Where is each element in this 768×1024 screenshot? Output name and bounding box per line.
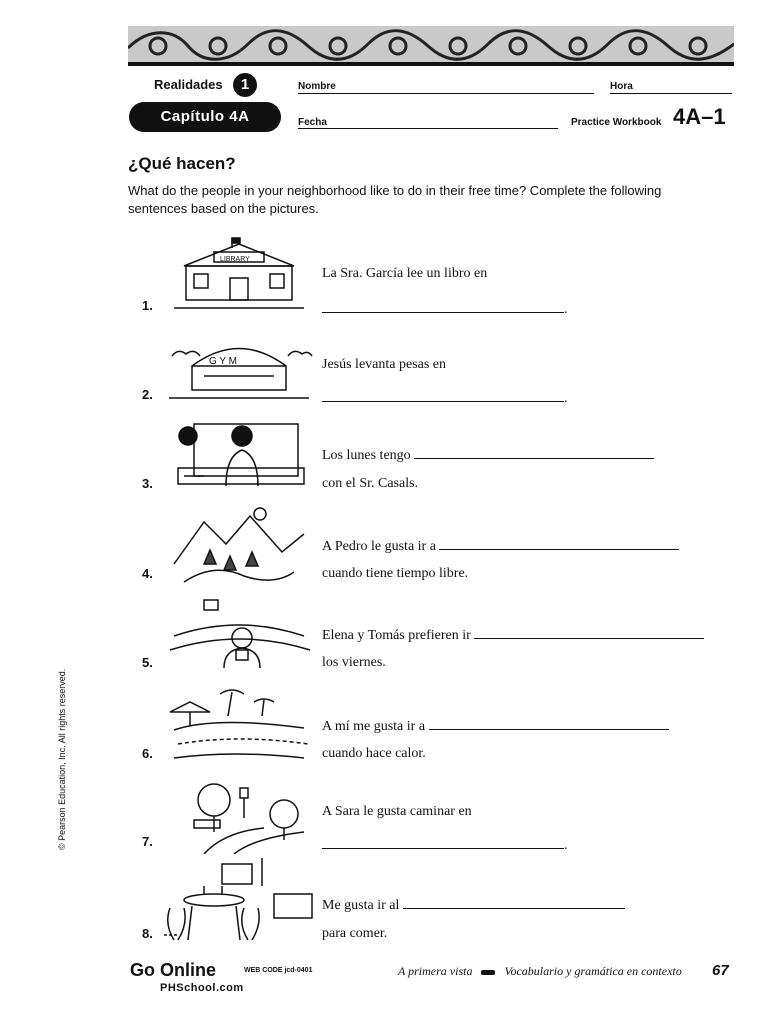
item-7-line-1: A Sara le gusta caminar en	[322, 804, 472, 819]
item-6-line-1: A mí me gusta ir a	[322, 715, 669, 735]
piano-lesson-icon	[164, 416, 314, 498]
fecha-label: Fecha	[298, 117, 327, 128]
item-1-line-1: La Sra. García lee un libro en	[322, 266, 488, 281]
item-5-line-2: los viernes.	[322, 655, 386, 670]
item-number: 3.	[142, 476, 153, 491]
item-number: 4.	[142, 566, 153, 581]
item-number: 1.	[142, 298, 153, 313]
gym-icon	[164, 336, 314, 418]
item-number: 5.	[142, 655, 153, 670]
section-a: A primera vista	[398, 964, 473, 978]
item-5-line-1: Elena y Tomás prefieren ir	[322, 624, 704, 644]
answer-blank[interactable]	[403, 894, 625, 909]
instructions: What do the people in your neighborhood like to do in their free time? Complete the following sentences based on the pictures.	[128, 183, 662, 216]
item-number: 2.	[142, 387, 153, 402]
fecha-field[interactable]	[298, 128, 558, 129]
series-label: Realidades	[154, 77, 223, 92]
nombre-label: Nombre	[298, 81, 336, 92]
item-1-line-2: .	[322, 298, 568, 318]
answer-blank[interactable]	[322, 834, 564, 849]
copyright-notice: © Pearson Education, Inc. All rights reserved.	[57, 668, 67, 850]
mountains-icon	[164, 504, 314, 586]
beach-icon	[164, 686, 314, 768]
item-number: 6.	[142, 746, 153, 761]
answer-blank[interactable]	[474, 624, 704, 639]
answer-blank[interactable]	[439, 535, 679, 550]
section-b: Vocabulario y gramática en contexto	[504, 964, 682, 978]
web-code: WEB CODE jcd-0401	[244, 967, 313, 974]
decorative-banner	[128, 26, 734, 64]
level-badge: 1	[233, 73, 257, 97]
answer-blank[interactable]	[429, 715, 669, 730]
separator-icon	[481, 970, 495, 975]
svg-text:LIBRARY: LIBRARY	[220, 256, 250, 263]
item-number: 7.	[142, 834, 153, 849]
item-8-line-1: Me gusta ir al	[322, 894, 625, 914]
nombre-field[interactable]	[298, 93, 594, 94]
item-6-line-2: cuando hace calor.	[322, 746, 426, 761]
movie-theater-icon	[164, 596, 314, 678]
answer-blank[interactable]	[322, 387, 564, 402]
activity-title: ¿Qué hacen?	[128, 154, 236, 173]
practice-workbook-label: Practice Workbook	[571, 117, 662, 128]
restaurant-icon	[164, 856, 314, 944]
hora-field[interactable]	[610, 93, 732, 94]
library-icon	[164, 236, 314, 318]
hora-label: Hora	[610, 81, 633, 92]
item-4-line-1: A Pedro le gusta ir a	[322, 535, 679, 555]
item-2-line-2: .	[322, 387, 568, 407]
answer-blank[interactable]	[322, 298, 564, 313]
page-number: 67	[712, 962, 729, 979]
item-3-line-2: con el Sr. Casals.	[322, 476, 419, 491]
go-online-logo[interactable]: Go Online	[130, 960, 217, 980]
item-7-line-2: .	[322, 834, 568, 854]
chapter-pill: Capítulo 4A	[129, 102, 281, 132]
answer-blank[interactable]	[414, 444, 654, 459]
section-label	[398, 964, 682, 979]
svg-text:G Y M: G Y M	[209, 356, 237, 367]
item-4-line-2: cuando tiene tiempo libre.	[322, 566, 469, 581]
item-number: 8.	[142, 926, 153, 941]
park-icon	[164, 774, 314, 856]
website-link[interactable]: PHSchool.com	[160, 982, 244, 994]
item-3-line-1: Los lunes tengo	[322, 444, 654, 464]
page-code: 4A–1	[673, 104, 726, 129]
item-8-line-2: para comer.	[322, 926, 388, 941]
banner-rule	[128, 62, 734, 66]
item-2-line-1: Jesús levanta pesas en	[322, 357, 447, 372]
